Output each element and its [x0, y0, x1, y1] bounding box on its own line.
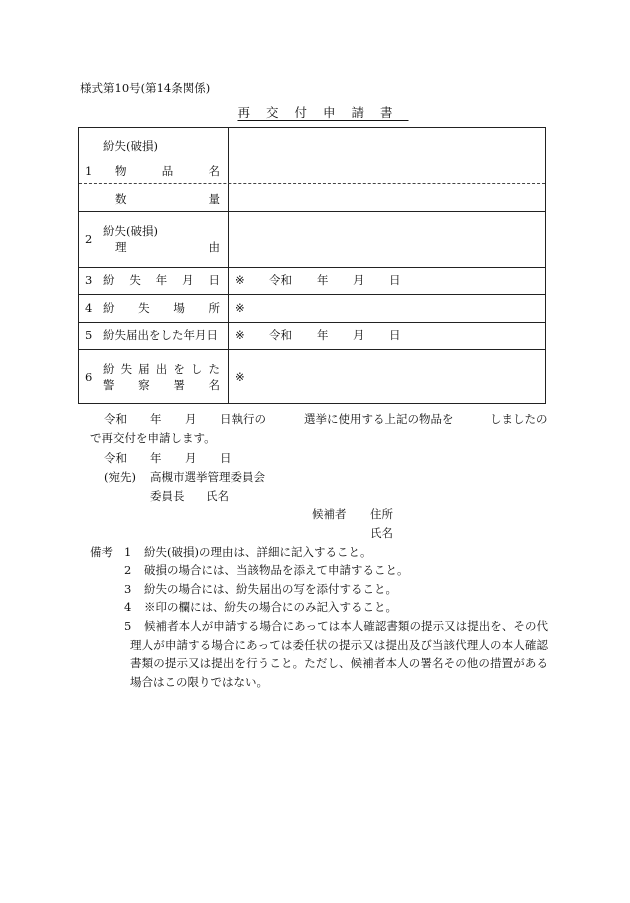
row3-year: 年 [317, 273, 329, 287]
row4-label: 紛 失 場 所 [103, 301, 220, 315]
note2-number: 2 [124, 563, 132, 577]
row2-label-top: 紛失(破損) [103, 224, 158, 238]
note4-number: 4 [124, 600, 132, 614]
row3-mark: ※ [235, 273, 245, 287]
row5-year: 年 [317, 328, 329, 342]
item-name-field[interactable] [229, 128, 545, 183]
body-election-date: 日執行の [220, 412, 266, 426]
row4-number: 4 [85, 301, 93, 315]
quantity-field[interactable] [229, 184, 545, 211]
note1-number: 1 [124, 545, 132, 559]
row3-month: 月 [353, 273, 365, 287]
notes-heading: 備考 [90, 545, 113, 559]
row5-mark: ※ [235, 328, 245, 342]
title-text: 再交付申請書 [237, 105, 409, 120]
candidate-name-label: 氏名 [370, 526, 393, 540]
candidate-label: 候補者 [312, 507, 347, 521]
row-divider [79, 267, 545, 268]
addressee-prefix: (宛先) [104, 470, 136, 484]
application-table [78, 127, 546, 404]
row5-day: 日 [389, 328, 401, 342]
row6-number: 6 [85, 370, 93, 384]
note3-text: 紛失の場合には、紛失届出の写を添付すること。 [144, 582, 397, 596]
reason-field[interactable] [229, 212, 545, 267]
body-era: 令和 [104, 412, 127, 426]
chair-name-label: 氏名 [206, 489, 229, 503]
row1-label-item: 物 品 名 [115, 164, 220, 178]
body-line1-end: しましたの [490, 412, 548, 426]
page-title [0, 107, 630, 120]
body-year: 年 [150, 412, 162, 426]
apply-era: 令和 [104, 451, 127, 465]
body-election-text: 選挙に使用する上記の物品を [304, 412, 454, 426]
row3-label: 紛 失 年 月 日 [103, 273, 220, 287]
apply-day: 日 [220, 451, 232, 465]
apply-month: 月 [185, 451, 197, 465]
note5-number: 5 [124, 619, 132, 633]
row6-label-b: 警 察 署 名 [103, 378, 220, 392]
loss-place-field[interactable] [249, 295, 545, 322]
row5-era: 令和 [269, 328, 292, 342]
row1-label-top: 紛失(破損) [103, 139, 158, 153]
row6-mark: ※ [235, 370, 245, 384]
row5-month: 月 [353, 328, 365, 342]
row3-era: 令和 [269, 273, 292, 287]
row6-label-a: 紛 失 届 出 を し た [103, 362, 220, 376]
police-station-field[interactable] [249, 350, 545, 404]
note1-text: 紛失(破損)の理由は、詳細に記入すること。 [144, 545, 372, 559]
note4-text: ※印の欄には、紛失の場合にのみ記入すること。 [144, 600, 397, 614]
body-month: 月 [185, 412, 197, 426]
row3-number: 3 [85, 273, 93, 287]
row2-label-reason: 理 由 [115, 240, 220, 254]
apply-year: 年 [150, 451, 162, 465]
note3-number: 3 [124, 582, 132, 596]
address-label: 住所 [370, 507, 393, 521]
note5-text: 候補者本人が申請する場合にあっては本人確認書類の提示又は提出を、その代理人が申請する場合にあっては委任状の提示又は提出及び当該代理人の本人確認書類の提示又は提出を行うこと。ただし、候補者本人の署名その他の措置がある場合はこの限りではない。 [130, 619, 548, 689]
body-line2: で再交付を申請します。 [90, 431, 216, 445]
row4-mark: ※ [235, 301, 245, 315]
addressee: 高槻市選挙管理委員会 [150, 470, 265, 484]
form-number: 様式第10号(第14条関係) [80, 81, 211, 95]
row1-number: 1 [85, 164, 93, 178]
row2-number: 2 [85, 232, 93, 246]
row1-label-qty: 数 量 [115, 192, 220, 206]
note2-text: 破損の場合には、当該物品を添えて申請すること。 [144, 563, 409, 577]
chair-title: 委員長 [150, 489, 185, 503]
row5-label: 紛失届出をした年月日 [103, 328, 218, 342]
row3-day: 日 [389, 273, 401, 287]
row-divider [79, 322, 545, 323]
row5-number: 5 [85, 328, 93, 342]
